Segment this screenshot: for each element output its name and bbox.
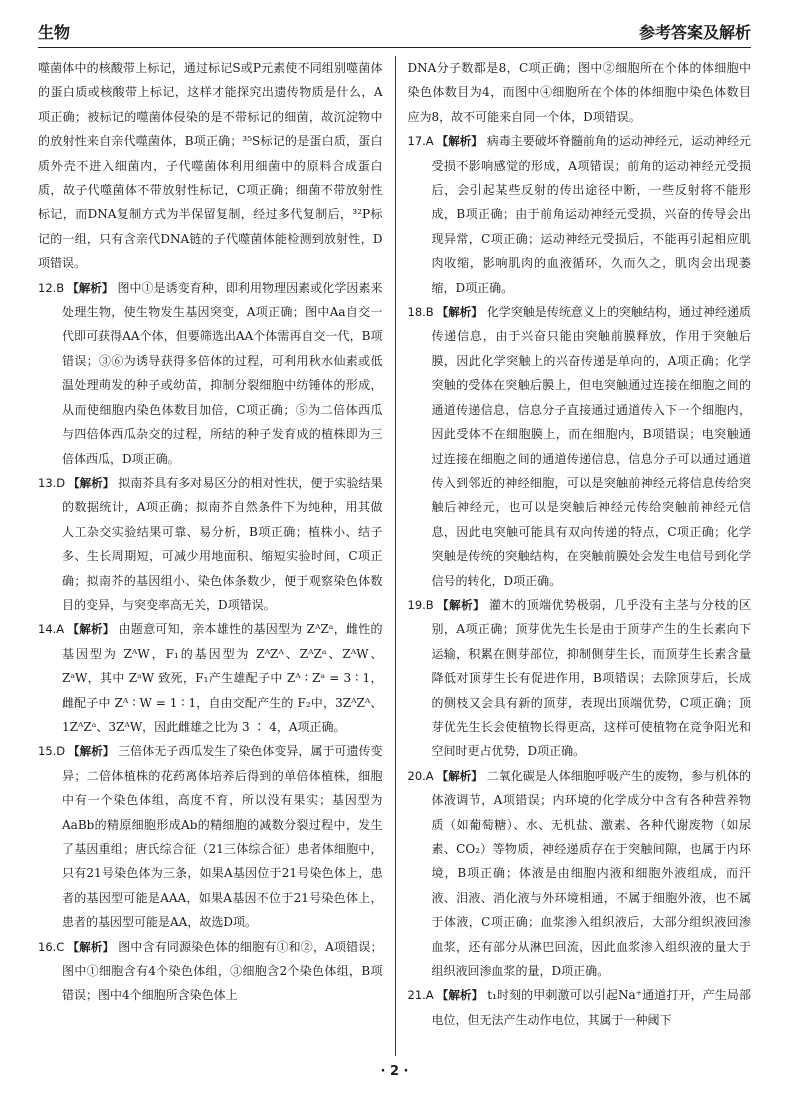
analysis-tag: 【解析】 [67,939,115,954]
answer-item-body [408,764,752,984]
analysis-text: 由题意可知，亲本雄性的基因型为 ZᴬZᵃ，雌性的基因型为 ZᴬW，F₁的基因型为 ZᴬZᴬ、ZᴬZᵃ、ZᴬW、ZᵃW，其中 ZᵃW 致死，F₁产生雄配子中 Zᴬ ∶ Zᵃ = 3 ∶ 1，雌配子中 Zᴬ ∶ W = 1 ∶ 1，自由交配产生的 F₂中，3ZᴬZᴬ、1ZᴬZᵃ、3ZᴬW，因此雌雄之比为 3 ∶ 4，A项正确。 [62,622,383,734]
answer-letter: B [425,597,434,612]
analysis-tag: 【解析】 [68,475,115,490]
analysis-tag: 【解析】 [67,622,115,637]
analysis-text: 化学突触是传统意义上的突触结构，通过神经递质传递信息，由于兴奋只能由突触前膜释放，作用于突触后膜，因此化学突触上的兴奋传递是单向的，A项正确；化学突触的受体在突触后膜上，但电突触通过连接在细胞之间的通道传递信息，信息分子直接通过通道传入下一个细胞内，因此受体不在细胞膜上，而在细胞内，B项错误；电突触通过连接在细胞之间的通道传递信息，信息分子可以通过通道传入到邻近的神经细胞，可以是突触前神经元将信息传给突触后神经元，也可以是突触后神经元传给突触前神经元信息，因此电突触可能具有双向传递的特点，C项正确；化学突触是传统的突触结构，在突触前膜处会发生电信号到化学信号的转化，D项正确。 [431,305,751,588]
answer-letter: A [425,768,434,783]
answer-item-body [38,935,383,1008]
analysis-text: 图中含有同源染色体的细胞有①和②，A项错误；图中①细胞含有4个染色体组，③细胞含2个染色体组，B项错误；图中4个细胞所含染色体上 [62,939,383,1003]
question-number: 17. [407,134,426,149]
answer-letter: C [56,939,65,954]
answer-letter: B [425,305,434,320]
page-header [38,14,751,48]
answer-item [38,935,383,1008]
analysis-tag: 【解析】 [436,988,484,1003]
analysis-tag: 【解析】 [68,744,115,759]
answer-item [38,617,383,739]
right-column [395,56,752,1056]
analysis-tag: 【解析】 [436,768,483,783]
answer-letter: A [425,134,434,149]
analysis-text: 灌木的顶端优势极弱，几乎没有主茎与分枝的区别，A项正确；顶芽优先生长是由于顶芽产生的生长素向下运输，积累在侧芽部位，抑制侧芽生长，而顶芽生长素含量降低对顶芽生长有促进作用，B项错误；去除顶芽后，长成的侧枝又会具有新的顶芽，表现出顶端优势，C项正确；顶芽优先生长会使植物长得更高，这样可使植物在竞争阳光和空间时更占优势，D项正确。 [431,597,751,759]
answer-letter: D [56,744,66,759]
answer-item [408,129,752,300]
answer-item-body [38,471,383,617]
answer-item-body [408,300,752,593]
left-answer-list [38,276,383,1008]
answer-item [408,764,752,984]
analysis-text: 图中①是诱变育种，即利用物理因素或化学因素来处理生物，使生物发生基因突变，A项正确；图中Aa自交一代即可获得AA个体，但要筛选出AA个体需再自交一代，B项错误；③⑥为诱导获得多倍体的过程，可利用秋水仙素或低温处理萌发的种子或幼苗，抑制分裂细胞中纺锤体的形成，从而使细胞内染色体数目加倍，C项正确；⑤为二倍体西瓜与四倍体西瓜杂交的过程，所结的种子发育成的植株即为三倍体西瓜，D项正确。 [62,280,383,466]
analysis-tag: 【解析】 [436,134,483,149]
answer-item-body [38,276,383,471]
page-number: · 2 · [380,1064,409,1079]
question-number: 15. [38,744,57,759]
question-number: 13. [38,475,57,490]
answer-item [38,276,383,471]
analysis-text: 三倍体无子西瓜发生了染色体变异，属于可遗传变异；二倍体植株的花药离体培养后得到的单倍体植株，细胞中有一个染色体组，高度不育，所以没有果实；基因型为AaBb的精原细胞形成Ab的精细胞的减数分裂过程中，发生了基因重组；唐氏综合征（21三体综合征）患者体细胞中，只有21号染色体为三条，如果A基因位于21号染色体上，患者的基因型可能是AAA，如果A基因不位于21号染色体上，患者的基因型可能是AA，故选D项。 [62,744,383,930]
answer-item [408,983,752,1032]
right-answer-list [408,129,752,1032]
answer-item [408,300,752,593]
analysis-tag: 【解析】 [436,597,486,612]
answer-item [408,593,752,764]
question-number: 20. [407,768,426,783]
analysis-tag: 【解析】 [436,305,483,320]
header-title: 参考答案及解析 [638,23,751,42]
analysis-text: 病毒主要破坏脊髓前角的运动神经元，运动神经元受损不影响感觉的形成，A项错误；前角的运动神经元受损后，会引起某些反射的传出途径中断，一些反射将不能形成，B项正确；由于前角运动神经元受损，兴奋的传导会出现异常，C项正确；运动神经元受损后，不能再引起相应肌肉收缩，影响肌肉的血液循环，久而久之，肌肉会出现萎缩，D项正确。 [431,134,751,295]
analysis-text: 二氧化碳是人体细胞呼吸产生的废物，参与机体的体液调节，A项错误；内环境的化学成分中含有各种营养物质（如葡萄糖）、水、无机盐、激素、各种代谢废物（如尿素、CO₂）等物质，神经递质存在于突触间隙，也属于内环境，B项正确；体液是由细胞内液和细胞外液组成，而汗液、泪液、消化液与外环境相通，不属于细胞外液，也不属于体液，C项正确；血浆渗入组织液后，大部分组织液回渗血浆，还有部分从淋巴回流，因此血浆渗入组织液的量大于组织液回渗血浆的量，D项正确。 [431,768,751,979]
answer-item [38,471,383,617]
question-number: 21. [407,988,426,1003]
analysis-text: t₁时刻的甲刺激可以引起Na⁺通道打开，产生局部电位，但无法产生动作电位，其属于一种阈下 [431,988,751,1027]
continued-paragraph: 噬菌体中的核酸带上标记，通过标记S或P元素使不同组别噬菌体的蛋白质或核酸带上标记，这样才能探究出遗传物质是什么，A项正确；被标记的噬菌体侵染的是不带标记的细菌，故沉淀物中的放射性来自亲代噬菌体，B项正确；³⁵S标记的是蛋白质，蛋白质外壳不进入细菌内，子代噬菌体利用细菌中的原料合成蛋白质，故子代噬菌体不带放射性标记，C项正确；细菌不带放射性标记，而DNA复制方式为半保留复制，经过多代复制后，³²P标记的一组，只有含亲代DNA链的子代噬菌体能检测到放射性，D项错误。 [38,61,383,271]
question-number: 14. [38,622,57,637]
analysis-tag: 【解析】 [67,280,114,295]
answer-item-body [38,617,383,739]
answer-item-body [38,739,383,934]
two-column-body [38,56,751,1056]
analysis-text: 拟南芥具有多对易区分的相对性状，便于实验结果的数据统计，A项正确；拟南芥自然条件下为纯种，用其做人工杂交实验结果可靠、易分析，B项正确；植株小、结子多、生长周期短，可减少用地面积、缩短实验时间，C项正确；拟南芥的基因组小、染色体条数少，便于观察染色体数目的变异，与突变率高无关，D项错误。 [62,475,383,612]
answer-item-body [408,983,752,1032]
answer-item-body [408,129,752,300]
subject-label: 生物 [38,23,71,42]
answer-letter: B [56,280,65,295]
answer-letter: D [56,475,66,490]
answer-item [38,739,383,934]
answer-letter: A [56,622,65,637]
answer-letter: A [425,988,434,1003]
question-number: 12. [38,280,57,295]
question-number: 16. [38,939,57,954]
question-number: 18. [407,305,426,320]
continued-paragraph: DNA分子数都是8，C项正确；图中②细胞所在个体的体细胞中染色体数目为4，而图中④细胞所在个体的体细胞中染色体数目应为8，故不可能来自同一个体，D项错误。 [407,61,751,124]
left-column [38,56,395,1056]
answer-item-body [408,593,752,764]
question-number: 19. [407,597,426,612]
